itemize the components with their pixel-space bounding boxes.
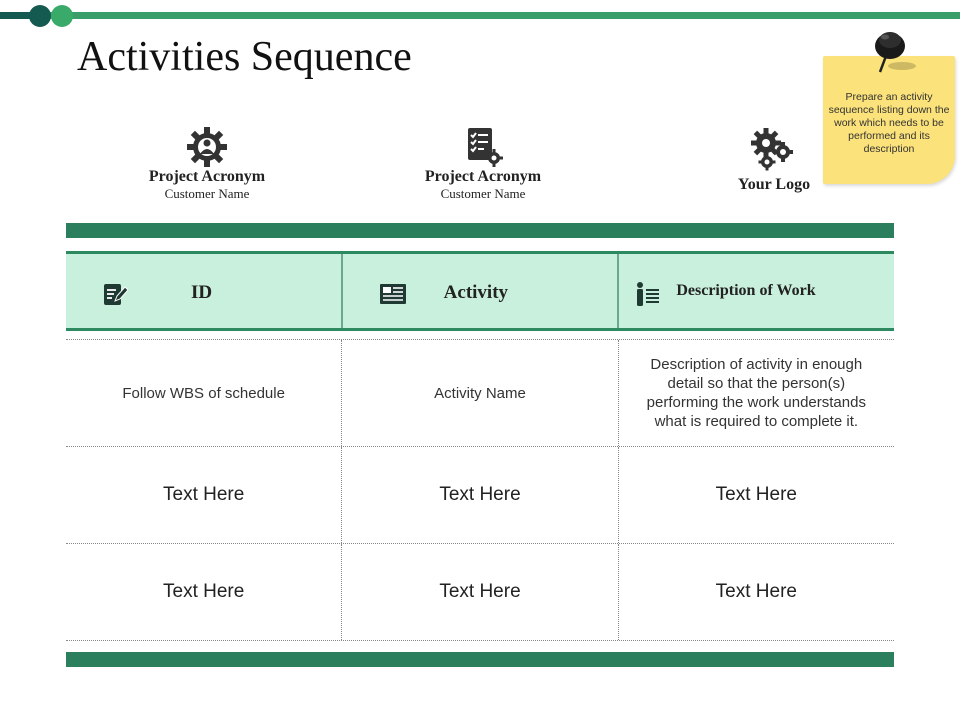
column-header-activity [343, 254, 620, 328]
header-block-project-1 [107, 126, 307, 202]
column-header-id [66, 254, 343, 328]
gear-person-icon [186, 126, 228, 168]
accent-dot-green [51, 5, 73, 27]
push-pin-icon [868, 26, 918, 76]
presenter-list-icon [635, 281, 661, 307]
table-row [66, 543, 894, 641]
column-header-label: Description of Work [676, 282, 816, 299]
gears-icon [749, 126, 799, 176]
header-block-subtitle: Customer Name [440, 186, 526, 201]
accent-dot-dark [29, 5, 51, 27]
slide-title: Activities Sequence [77, 34, 412, 80]
table-cell-activity: Text Here [342, 447, 618, 543]
table-cell-activity: Text Here [342, 544, 618, 640]
table-row [66, 446, 894, 543]
header-block-logo [674, 126, 874, 194]
top-accent-line [0, 12, 960, 19]
table-cell-description: Text Here [715, 484, 797, 505]
table-row [66, 339, 894, 446]
table-cell-activity: Activity Name [342, 340, 618, 446]
column-header-label: ID [191, 282, 213, 303]
table-cell-id: Text Here [66, 447, 342, 543]
header-block-project-2 [383, 126, 583, 202]
divider-bar-top [66, 223, 894, 238]
table-header [66, 251, 894, 331]
edit-document-icon [102, 281, 128, 307]
table-cell-description: Description of activity in enough detail so that the person(s) performing the work understands what is required to complete it. [646, 356, 866, 430]
header-block-title: Project Acronym [148, 168, 266, 185]
column-header-description [619, 254, 894, 328]
checklist-gear-icon [462, 126, 504, 168]
table-cell-id: Text Here [66, 544, 342, 640]
table-body [66, 339, 894, 641]
table-cell-description: Text Here [715, 581, 797, 602]
header-block-subtitle: Customer Name [164, 186, 250, 201]
sticky-note-text: Prepare an activity sequence listing down the work which needs to be performed and its description [828, 91, 950, 155]
logo-placeholder-text: Your Logo [737, 176, 811, 193]
header-block-title: Project Acronym [424, 168, 542, 185]
divider-bar-bottom [66, 652, 894, 667]
newspaper-icon [379, 283, 407, 305]
column-header-label: Activity [443, 282, 509, 303]
table-cell-id: Follow WBS of schedule [66, 340, 342, 446]
